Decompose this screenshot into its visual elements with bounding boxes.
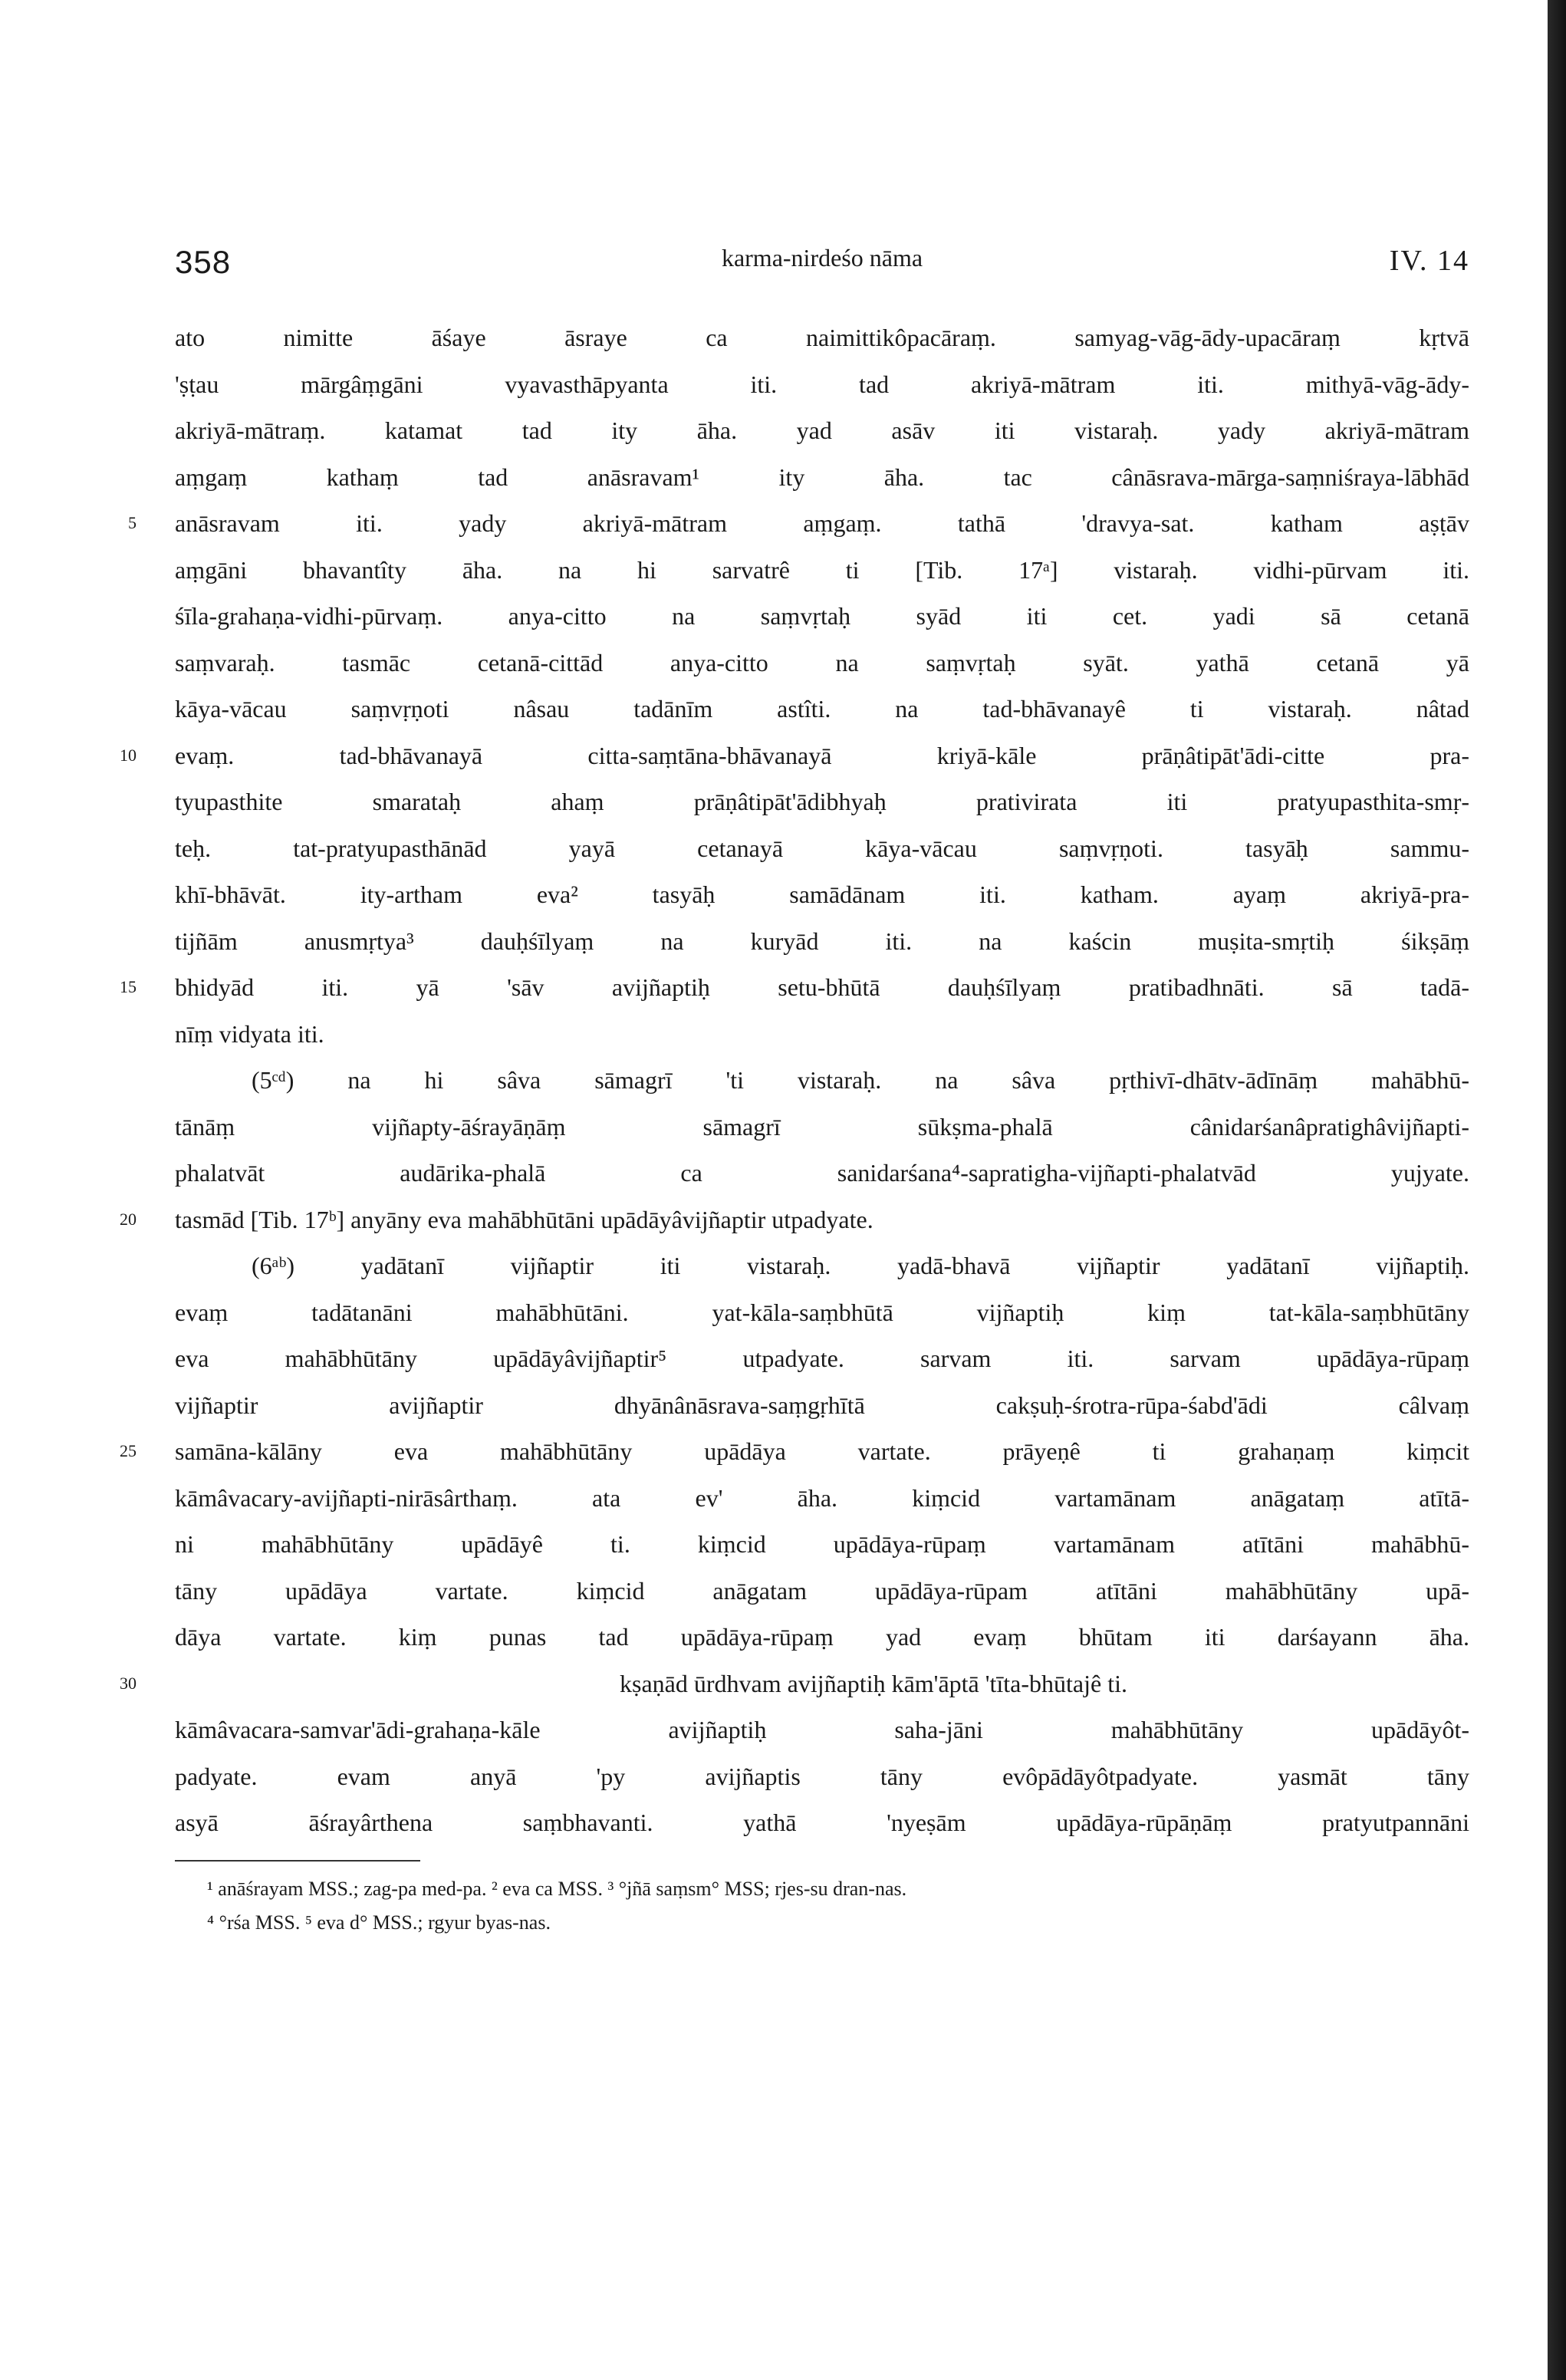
line-number: 25 — [120, 1441, 137, 1460]
line-text: tijñām anusmṛtya³ dauḥśīlyaṃ na kuryād iti. na kaścin muṣita-smṛtiḥ śikṣāṃ — [175, 927, 1469, 955]
text-line — [128, 500, 1469, 547]
text-line — [175, 1335, 1469, 1382]
text-line — [175, 547, 1469, 594]
text-line — [175, 640, 1469, 686]
line-text: samāna-kālāny eva mahābhūtāny upādāya vartate. prāyeṇê ti grahaṇaṃ kiṃcit — [175, 1437, 1469, 1465]
text-line — [175, 686, 1469, 732]
text-line — [175, 361, 1469, 408]
line-text: eva mahābhūtāny upādāyâvijñaptir⁵ utpadyate. sarvam iti. sarvam upādāya-rūpaṃ — [175, 1345, 1469, 1372]
text-line — [120, 732, 1469, 779]
text-line — [175, 1521, 1469, 1568]
line-text: kṣaṇād ūrdhvam avijñaptiḥ kām'āptā 'tīta-bhūtajê ti. — [620, 1669, 1127, 1697]
line-text: kāmâvacara-samvar'ādi-grahaṇa-kāle avijñaptiḥ saha-jāni mahābhūtāny upādāyôt- — [175, 1716, 1469, 1743]
text-line — [175, 1753, 1469, 1800]
line-text: vijñaptir avijñaptir dhyānânāsrava-saṃgṛhītā cakṣuḥ-śrotra-rūpa-śabd'ādi câlvaṃ — [175, 1391, 1469, 1419]
line-text: evaṃ. tad-bhāvanayā citta-saṃtāna-bhāvanayā kriyā-kāle prāṇâtipāt'ādi-citte pra- — [175, 741, 1469, 769]
footnote-rule — [175, 1860, 420, 1862]
line-text: aṃgāni bhavantîty āha. na hi sarvatrê ti [Tib. 17ᵃ] vistaraḥ. vidhi-pūrvam iti. — [175, 555, 1469, 584]
text-line — [175, 1799, 1469, 1846]
line-text: kāya-vācau saṃvṛṇoti nâsau tadānīm astîti. na tad-bhāvanayê ti vistaraḥ. nâtad — [175, 695, 1469, 723]
section-reference: IV. 14 — [1389, 245, 1469, 277]
line-text: teḥ. tat-pratyupasthānād yayā cetanayā kāya-vācau saṃvṛṇoti. tasyāḥ sammu- — [175, 834, 1469, 862]
line-number: 10 — [120, 745, 137, 765]
line-text: ni mahābhūtāny upādāyê ti. kiṃcid upādāya-rūpaṃ vartamānam atītāni mahābhū- — [175, 1530, 1469, 1558]
text-line — [175, 314, 1469, 361]
line-text: khī-bhāvāt. ity-artham eva² tasyāḥ samādānam iti. katham. ayaṃ akriyā-pra- — [175, 881, 1469, 908]
line-number: 30 — [120, 1673, 137, 1693]
text-line — [175, 454, 1469, 501]
line-text: tyupasthite smarataḥ ahaṃ prāṇâtipāt'ādibhyaḥ prativirata iti pratyupasthita-smṛ- — [175, 788, 1469, 815]
line-text: asyā āśrayârthena saṃbhavanti. yathā 'nyeṣām upādāya-rūpāṇāṃ pratyutpannāni — [175, 1809, 1469, 1836]
text-line — [120, 964, 1469, 1011]
line-text: 'ṣṭau mārgâṃgāni vyavasthāpyanta iti. tad akriyā-mātram iti. mithyā-vāg-ādy- — [175, 370, 1469, 398]
text-line — [175, 871, 1469, 918]
page-header — [175, 244, 1469, 282]
text-line — [175, 1568, 1469, 1615]
main-text — [120, 314, 1469, 1846]
page-number: 358 — [175, 244, 232, 280]
footnote-line: ¹ anāśrayam MSS.; zag-pa med-pa. ² eva ca MSS. ³ °jñā saṃsm° MSS; rjes-su dran-nas. — [207, 1877, 907, 1900]
line-text: tāny upādāya vartate. kiṃcid anāgatam upādāya-rūpam atītāni mahābhūtāny upā- — [175, 1576, 1469, 1605]
line-number: 5 — [128, 513, 137, 532]
footnotes — [207, 1872, 1465, 1940]
line-number: 20 — [120, 1209, 137, 1229]
text-line — [175, 1150, 1469, 1197]
text-line — [175, 1057, 1469, 1104]
line-text: (5ᶜᵈ) na hi sâva sāmagrī 'ti vistaraḥ. na sâva pṛthivī-dhātv-ādīnāṃ mahābhū- — [252, 1066, 1469, 1094]
text-line — [120, 1428, 1469, 1475]
text-line — [175, 1707, 1469, 1753]
text-line — [120, 1197, 1469, 1243]
text-line — [175, 1614, 1469, 1661]
line-text: phalatvāt audārika-phalā ca sanidarśana⁴-sapratigha-vijñapti-phalatvād yujyate. — [175, 1159, 1469, 1187]
line-text: nīṃ vidyata iti. — [175, 1019, 324, 1048]
line-text: saṃvaraḥ. tasmāc cetanā-cittād anya-citto na saṃvṛtaḥ syāt. yathā cetanā yā — [175, 648, 1469, 676]
line-text: evaṃ tadātanāni mahābhūtāni. yat-kāla-saṃbhūtā vijñaptiḥ kiṃ tat-kāla-saṃbhūtāny — [175, 1298, 1469, 1326]
text-line — [175, 1289, 1469, 1336]
text-line — [120, 1661, 1469, 1707]
text-line — [175, 779, 1469, 825]
line-text: tānāṃ vijñapty-āśrayāṇāṃ sāmagrī sūkṣma-phalā cânidarśanâpratighâvijñapti- — [175, 1112, 1469, 1141]
text-line — [175, 825, 1469, 872]
footnote-line: ⁴ °rśa MSS. ⁵ eva d° MSS.; rgyur byas-nas. — [207, 1911, 551, 1934]
line-number: 15 — [120, 977, 137, 996]
text-line — [175, 1011, 1469, 1058]
line-text: padyate. evam anyā 'py avijñaptis tāny evôpādāyôtpadyate. yasmāt tāny — [175, 1762, 1469, 1790]
text-line — [175, 1382, 1469, 1429]
line-text: śīla-grahaṇa-vidhi-pūrvaṃ. anya-citto na saṃvṛtaḥ syād iti cet. yadi sā cetanā — [175, 602, 1469, 630]
line-text: dāya vartate. kiṃ punas tad upādāya-rūpaṃ yad evaṃ bhūtam iti darśayann āha. — [175, 1623, 1469, 1651]
scan-edge — [1543, 0, 1566, 2380]
line-text: anāsravam iti. yady akriyā-mātram aṃgaṃ. tathā 'dravya-sat. katham aṣṭāv — [175, 509, 1469, 537]
line-text: aṃgaṃ kathaṃ tad anāsravam¹ ity āha. tac cânāsrava-mārga-saṃniśraya-lābhād — [175, 463, 1469, 491]
running-head: karma-nirdeśo nāma — [721, 244, 923, 272]
text-line — [175, 1104, 1469, 1150]
text-line — [175, 918, 1469, 965]
line-text: kāmâvacary-avijñapti-nirāsârthaṃ. ata ev' āha. kiṃcid vartamānam anāgataṃ atītā- — [175, 1483, 1469, 1512]
text-line — [175, 407, 1469, 454]
line-text: tasmād [Tib. 17ᵇ] anyāny eva mahābhūtāni upādāyâvijñaptir utpadyate. — [175, 1205, 873, 1233]
text-line — [175, 1243, 1469, 1289]
line-text: (6ᵃᵇ) yadātanī vijñaptir iti vistaraḥ. yadā-bhavā vijñaptir yadātanī vijñaptiḥ. — [252, 1252, 1469, 1279]
line-text: ato nimitte āśaye āsraye ca naimittikôpacāraṃ. samyag-vāg-ādy-upacāraṃ kṛtvā — [175, 324, 1469, 351]
text-line — [175, 1475, 1469, 1522]
line-text: akriyā-mātraṃ. katamat tad ity āha. yad asāv iti vistaraḥ. yady akriyā-mātram — [175, 416, 1469, 444]
line-text: bhidyād iti. yā 'sāv avijñaptiḥ setu-bhūtā dauḥśīlyaṃ pratibadhnāti. sā tadā- — [175, 973, 1469, 1001]
text-line — [175, 593, 1469, 640]
